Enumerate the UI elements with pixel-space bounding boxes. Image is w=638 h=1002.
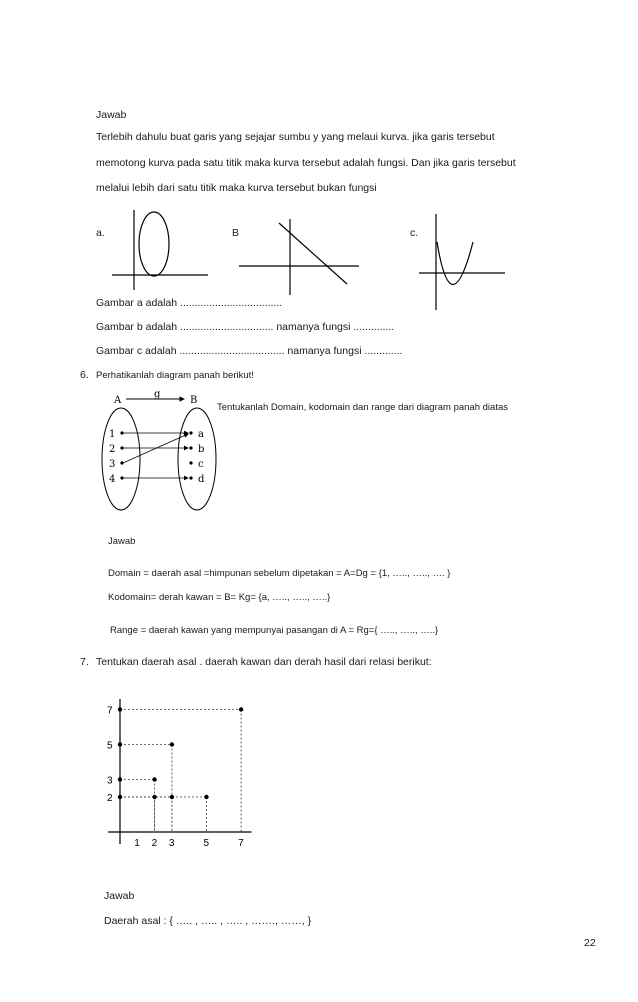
set-a-label: A xyxy=(114,395,122,406)
y-tick-label-1: 3 xyxy=(107,775,113,787)
jawab-label: Jawab xyxy=(96,109,127,121)
domain-2: 2 xyxy=(109,444,116,455)
y-axis-point-2 xyxy=(118,742,122,746)
data-point-5 xyxy=(239,707,243,711)
question-6-number: 6. xyxy=(80,369,89,381)
graph-c-parabola xyxy=(415,212,515,312)
codomain-d: d xyxy=(198,474,205,485)
data-point-2 xyxy=(204,795,208,799)
set-a-ellipse xyxy=(102,408,140,510)
x-tick-label-2: 3 xyxy=(168,838,175,849)
question-6-jawab-label: Jawab xyxy=(108,536,136,547)
question-7-number: 7. xyxy=(80,656,89,668)
map-label: g xyxy=(154,389,161,400)
y-axis-point-0 xyxy=(118,795,122,799)
data-point-4 xyxy=(170,742,174,746)
kodomain-answer-line: Kodomain= derah kawan = B= Kg= {a, ….., ….., …..} xyxy=(108,592,331,603)
domain-3: 3 xyxy=(109,459,116,470)
graph-label-a: a. xyxy=(96,227,105,239)
y-tick-label-3: 7 xyxy=(107,705,113,717)
arrow-diagram xyxy=(100,385,230,515)
question-7-text: Tentukan daerah asal . daerah kawan dan derah hasil dari relasi berikut: xyxy=(96,656,432,668)
question-6-text: Perhatikanlah diagram panah berikut! xyxy=(96,370,254,381)
range-answer-line: Range = daerah kawan yang mempunyai pasangan di A = Rg={ ….., ….., …..} xyxy=(110,625,439,636)
y-tick-label-0: 2 xyxy=(107,793,113,804)
daerah-asal-line: Daerah asal : { ….. , ….. , ….. , ……., ……, } xyxy=(104,915,312,927)
paragraph-line-3: melalui lebih dari satu titik maka kurva tersebut bukan fungsi xyxy=(96,182,377,194)
x-tick-label-3: 5 xyxy=(203,838,210,849)
graph-a-ellipse xyxy=(110,208,220,293)
graph-label-c: c. xyxy=(410,227,419,239)
question-6-instruction: Tentukanlah Domain, kodomain dan range dari diagram panah diatas xyxy=(217,402,508,413)
paragraph-line-1: Terlebih dahulu buat garis yang sejajar sumbu y yang melaui kurva. jika garis tersebut xyxy=(96,131,495,143)
question-7-jawab-label: Jawab xyxy=(104,890,135,902)
set-b-ellipse xyxy=(178,408,216,510)
codomain-c: c xyxy=(198,459,204,470)
answer-line-a: Gambar a adalah ................................... xyxy=(96,297,283,309)
set-b-label: B xyxy=(190,395,198,406)
y-axis-point-3 xyxy=(118,707,122,711)
data-point-1 xyxy=(170,795,174,799)
x-tick-label-4: 7 xyxy=(238,838,244,849)
domain-answer-line: Domain = daerah asal =himpunan sebelum dipetakan = A=Dg = {1, ….., ….., …. } xyxy=(108,568,451,579)
x-tick-label-0: 1 xyxy=(134,838,140,849)
domain-4: 4 xyxy=(109,474,116,485)
answer-line-c: Gambar c adalah .................................... namanya fungsi ............. xyxy=(96,345,403,357)
page-number: 22 xyxy=(584,937,596,949)
y-axis-point-1 xyxy=(118,777,122,781)
codomain-a: a xyxy=(198,429,204,440)
graph-b-line xyxy=(235,217,365,297)
graph-label-b: B xyxy=(232,227,240,239)
y-tick-label-2: 5 xyxy=(107,740,113,752)
relation-chart xyxy=(100,682,270,862)
answer-line-b: Gambar b adalah ................................ namanya fungsi .............. xyxy=(96,321,395,333)
paragraph-line-2: memotong kurva pada satu titik maka kurva tersebut adalah fungsi. Dan jika garis tersebut xyxy=(96,157,516,169)
codomain-b: b xyxy=(198,444,205,455)
domain-1: 1 xyxy=(109,429,116,440)
data-point-3 xyxy=(152,777,156,781)
x-tick-label-1: 2 xyxy=(151,838,158,849)
data-point-0 xyxy=(152,795,156,799)
